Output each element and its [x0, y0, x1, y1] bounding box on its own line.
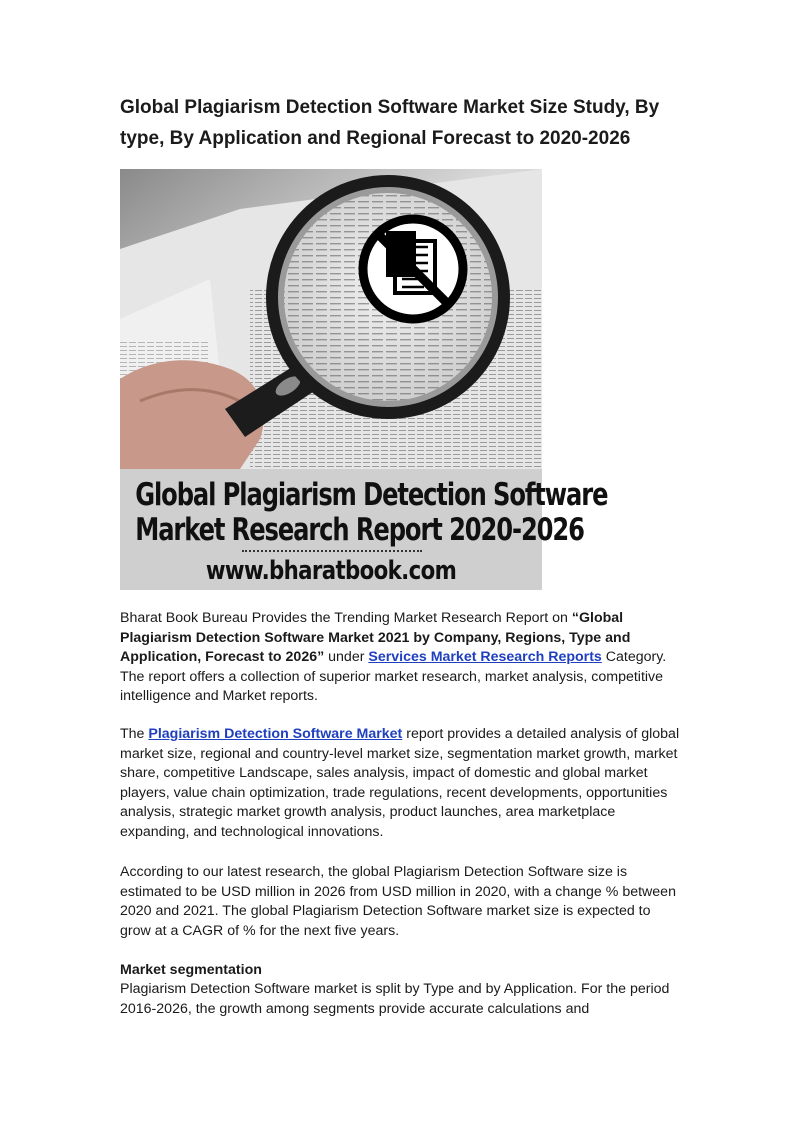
report-cover-image: [120, 169, 608, 590]
banner-divider: [242, 550, 422, 552]
intro-lead: Bharat Book Bureau Provides the Trending Market Research Report on: [120, 610, 572, 626]
research-paragraph: According to our latest research, the global Plagiarism Detection Software size is estimated to be USD million in 2026 from USD million in 2020, with a change % between 2020 and 2021. The global Plagiarism Detection Software market size is expected to grow at a CAGR of % for the next five years.: [120, 864, 676, 939]
market-link[interactable]: Plagiarism Detection Software Market: [148, 726, 403, 742]
intro-under: under: [324, 649, 369, 666]
segmentation-heading: Market segmentation: [120, 962, 262, 978]
intro-paragraph: [120, 609, 680, 707]
analysis-lead: The: [120, 726, 149, 742]
category-link[interactable]: Services Market Research Reports: [368, 649, 602, 666]
analysis-body: report provides a detailed analysis of global market size, regional and country-level market size, segmentation market growth, market share, competitive Landscape, sales analysis, impact of domestic and global market players, value chain optimization, trade regulations, recent developments, opportunities analysis, strategic market growth analysis, product launches, area marketplace expanding, and technological innovations.: [120, 726, 680, 840]
segmentation-paragraph: Plagiarism Detection Software market is split by Type and by Application. For the period 2016-2026, the growth among segments provide accurate calculations and: [120, 981, 670, 1017]
banner-title-line1: Global Plagiarism Detection Software: [135, 477, 608, 513]
magnifying-glass-photo: [120, 169, 542, 469]
intro-tail: Category. The report offers a collection of superior market research, market analysis, competitive intelligence and Market reports.: [120, 649, 667, 705]
report-banner: [120, 469, 608, 590]
page-title: Global Plagiarism Detection Software Market Size Study, By type, By Application and Regional Forecast to 2020-2026: [120, 97, 660, 149]
report-name: “Global Plagiarism Detection Software Market 2021 by Company, Regions, Type and Application, Forecast to 2026”: [120, 610, 631, 666]
analysis-paragraph: [120, 725, 680, 843]
banner-title-line2: Market Research Report 2020-2026: [135, 512, 584, 548]
banner-url: www.bharatbook.com: [205, 556, 457, 586]
